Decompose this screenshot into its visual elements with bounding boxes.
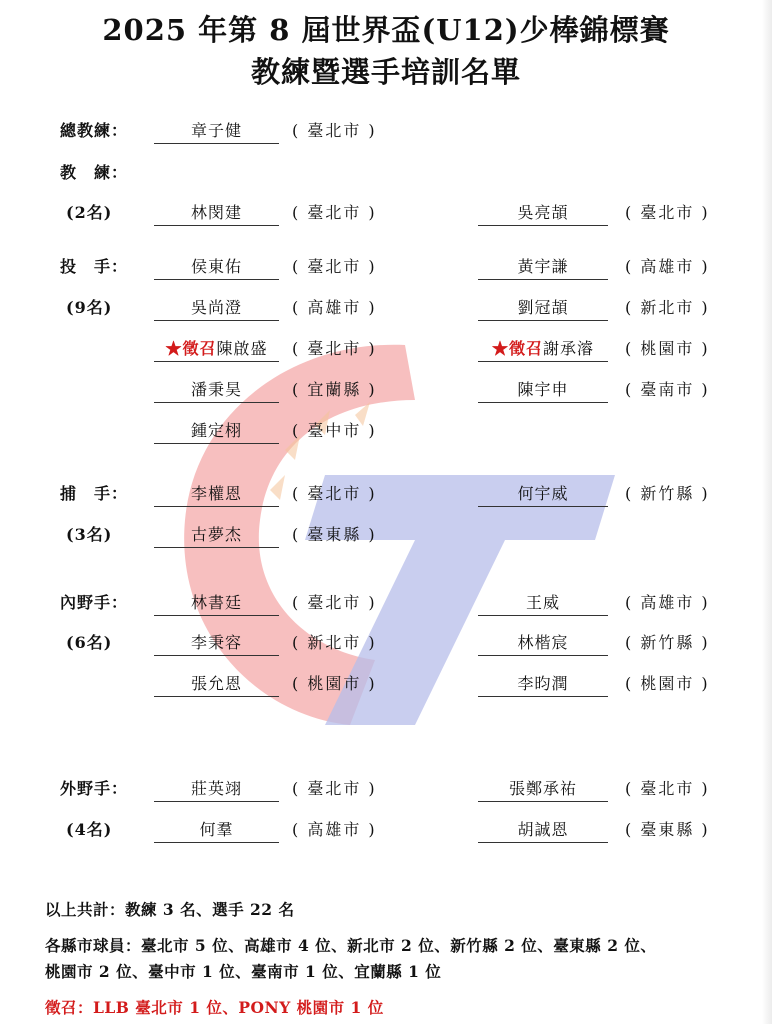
pitcher-name: 陳宇申 (478, 377, 608, 403)
catcher-city: ( 臺北市 ) (292, 484, 377, 503)
outfielder-city: ( 臺北市 ) (292, 779, 377, 798)
catcher-name: 古夢杰 (154, 522, 279, 548)
catchers-label: 捕 手： (60, 484, 129, 503)
document-title: 2025 年第 8 屆世界盃(U12)少棒錦標賽 (102, 13, 670, 47)
outfielder-name: 張鄭承祐 (478, 776, 608, 802)
document-subtitle: 教練暨選手培訓名單 (250, 55, 521, 89)
head-coach-row (0, 118, 772, 144)
infielder-name: 李昀潤 (478, 671, 608, 697)
outfielder-name: 胡誠恩 (478, 817, 608, 843)
pitcher-city: ( 臺南市 ) (625, 380, 710, 399)
outfielders-row (0, 776, 772, 802)
pitchers-row (0, 254, 772, 280)
pitchers-row (0, 295, 772, 321)
pitcher-city: ( 臺中市 ) (292, 421, 377, 440)
outfielder-city: ( 臺東縣 ) (625, 820, 710, 839)
call-up-marker: ★徵召 (491, 339, 543, 358)
catcher-name: 何宇威 (478, 481, 608, 507)
pitcher-name-called-up (478, 336, 608, 362)
catcher-name: 李權恩 (154, 481, 279, 507)
pitchers-row (0, 418, 772, 444)
pitcher-city: ( 桃園市 ) (625, 339, 710, 358)
coaches-label-row (0, 160, 772, 186)
outfielder-city: ( 高雄市 ) (292, 820, 377, 839)
pitcher-name: 黃宇謙 (478, 254, 608, 280)
pitchers-row (0, 336, 772, 362)
head-coach-label: 總教練： (60, 121, 129, 140)
infielder-name: 張允恩 (154, 671, 279, 697)
pitcher-city: ( 臺北市 ) (292, 339, 377, 358)
coach-city: ( 臺北市 ) (292, 203, 377, 222)
infielders-count: (6名) (66, 633, 113, 652)
infielder-city: ( 新竹縣 ) (625, 633, 710, 652)
catchers-count: (3名) (66, 525, 113, 544)
pitcher-city: ( 臺北市 ) (292, 257, 377, 276)
coaches-count: (2名) (66, 203, 113, 222)
pitcher-name: 吳尚澄 (154, 295, 279, 321)
summary-total: 以上共計：教練 3 名、選手 22 名 (45, 900, 295, 919)
pitcher-city: ( 宜蘭縣 ) (292, 380, 377, 399)
infielder-city: ( 臺北市 ) (292, 593, 377, 612)
outfielder-name: 何羣 (154, 817, 279, 843)
infielders-row (0, 630, 772, 656)
infielders-row (0, 590, 772, 616)
summary-by-city-line2: 桃園市 2 位、臺中市 1 位、臺南市 1 位、宜蘭縣 1 位 (45, 962, 442, 981)
pitchers-row (0, 377, 772, 403)
pitcher-city: ( 新北市 ) (625, 298, 710, 317)
coach-name: 林閔建 (154, 200, 279, 226)
catcher-city: ( 臺東縣 ) (292, 525, 377, 544)
pitcher-name: 謝承濬 (543, 339, 595, 358)
infielder-city: ( 新北市 ) (292, 633, 377, 652)
infielder-city: ( 桃園市 ) (625, 674, 710, 693)
catchers-row (0, 522, 772, 548)
outfielder-name: 莊英翊 (154, 776, 279, 802)
coach-name: 吳亮頡 (478, 200, 608, 226)
coaches-label: 教 練： (60, 163, 129, 182)
infielder-city: ( 高雄市 ) (625, 593, 710, 612)
infielder-name: 王威 (478, 590, 608, 616)
coach-city: ( 臺北市 ) (625, 203, 710, 222)
outfielders-row (0, 817, 772, 843)
pitcher-city: ( 高雄市 ) (292, 298, 377, 317)
pitcher-name: 劉冠頡 (478, 295, 608, 321)
summary-call-up: 徵召：LLB 臺北市 1 位、PONY 桃園市 1 位 (45, 998, 384, 1017)
pitcher-name-called-up (154, 336, 279, 362)
coaches-row (0, 200, 772, 226)
head-coach-name: 章子健 (154, 118, 279, 144)
pitcher-name: 鍾定栩 (154, 418, 279, 444)
call-up-marker: ★徵召 (165, 339, 217, 358)
outfielder-city: ( 臺北市 ) (625, 779, 710, 798)
outfielders-label: 外野手： (60, 779, 129, 798)
summary-by-city-line1: 各縣市球員：臺北市 5 位、高雄市 4 位、新北市 2 位、新竹縣 2 位、臺東縣 2 位、 (45, 936, 657, 955)
pitcher-city: ( 高雄市 ) (625, 257, 710, 276)
infielder-name: 林書廷 (154, 590, 279, 616)
pitcher-name: 潘秉昊 (154, 377, 279, 403)
pitchers-count: (9名) (66, 298, 113, 317)
infielder-city: ( 桃園市 ) (292, 674, 377, 693)
catcher-city: ( 新竹縣 ) (625, 484, 710, 503)
page-edge-shadow (762, 0, 772, 1024)
outfielders-count: (4名) (66, 820, 113, 839)
pitchers-label: 投 手： (60, 257, 129, 276)
pitcher-name: 侯東佑 (154, 254, 279, 280)
infielders-row (0, 671, 772, 697)
pitcher-name: 陳啟盛 (216, 339, 268, 358)
head-coach-city: ( 臺北市 ) (292, 121, 377, 140)
infielder-name: 李秉容 (154, 630, 279, 656)
infielder-name: 林楷宸 (478, 630, 608, 656)
infielders-label: 內野手： (60, 593, 129, 612)
catchers-row (0, 481, 772, 507)
